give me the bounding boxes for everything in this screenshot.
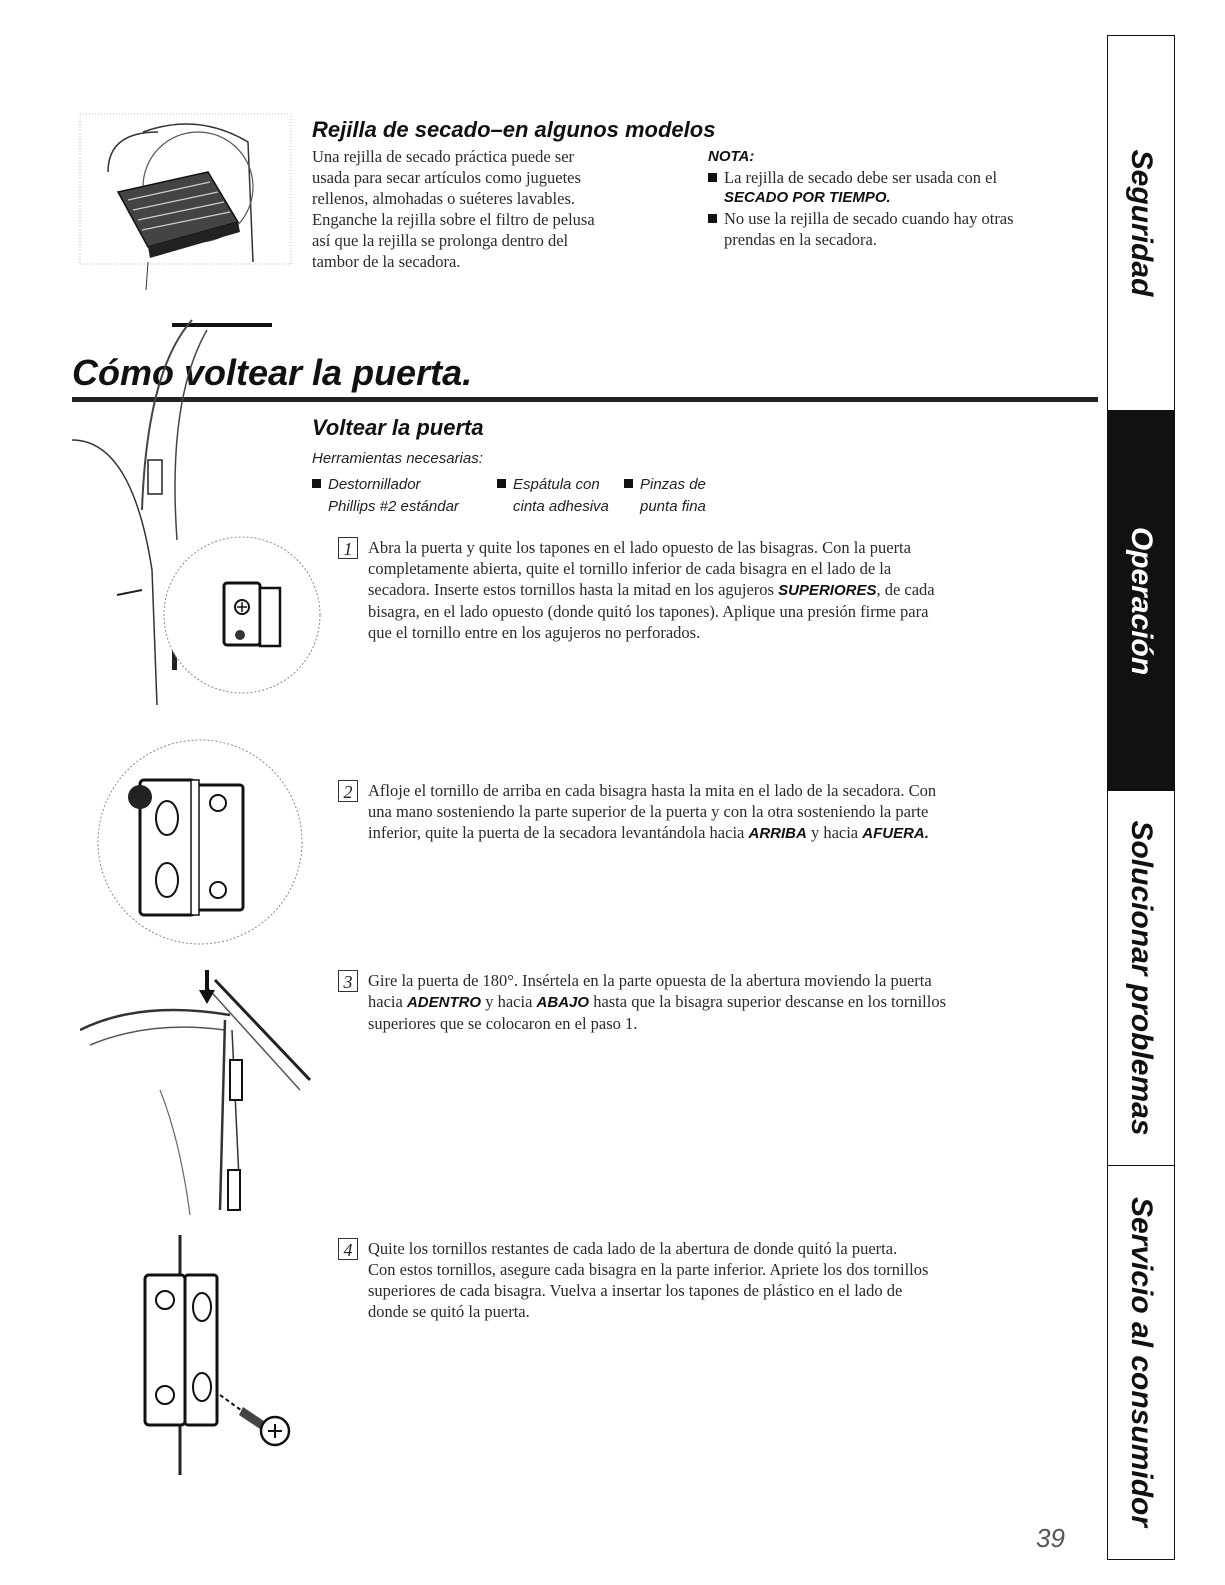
page-title: Cómo voltear la puerta. bbox=[72, 352, 473, 393]
tool-line1: Destornillador bbox=[328, 476, 421, 493]
rack-line: rellenos, almohadas o suéteres lavables. bbox=[312, 189, 575, 208]
step-line: que el tornillo entre en los agujeros no perforados. bbox=[368, 623, 701, 642]
rack-line: usada para secar artículos como juguetes bbox=[312, 168, 581, 187]
step-line: una mano sosteniendo la parte superior de la puerta y con la otra sosteniendo la parte bbox=[368, 802, 929, 821]
step-number: 3 bbox=[338, 970, 358, 992]
tool-item bbox=[312, 474, 502, 518]
section-tabs bbox=[1107, 35, 1175, 1560]
tools-label: Herramientas necesarias: bbox=[312, 450, 483, 467]
rack-line: Una rejilla de secado práctica puede ser bbox=[312, 147, 575, 166]
step-emphasis: SUPERIORES bbox=[778, 582, 877, 599]
step-emphasis: ARRIBA bbox=[748, 825, 807, 842]
step-line: y hacia bbox=[806, 823, 863, 842]
step-line: completamente abierta, quite el tornillo inferior de cada bisagra en el lado de la bbox=[368, 559, 892, 578]
tab-label: Servicio al consumidor bbox=[1125, 1196, 1158, 1528]
drying-rack-illustration bbox=[78, 112, 293, 292]
step-emphasis: ADENTRO bbox=[406, 994, 482, 1011]
tool-line2: punta fina bbox=[640, 498, 706, 515]
tool-line1: Pinzas de bbox=[640, 476, 706, 493]
tab-operacion[interactable] bbox=[1108, 411, 1174, 791]
bullet-icon bbox=[624, 479, 633, 488]
tool-item bbox=[624, 474, 764, 518]
step-line: hasta que la bisagra superior descanse en los tornillos bbox=[589, 992, 947, 1011]
step-emphasis: AFUERA. bbox=[862, 825, 929, 842]
bullet-icon bbox=[497, 479, 506, 488]
rack-title: Rejilla de secado–en algunos modelos bbox=[312, 117, 716, 142]
step-number: 4 bbox=[338, 1238, 358, 1260]
step-number: 2 bbox=[338, 780, 358, 802]
rack-line: Enganche la rejilla sobre el filtro de pelusa bbox=[312, 210, 595, 229]
step-emphasis: ABAJO bbox=[536, 994, 590, 1011]
rack-note bbox=[708, 146, 1098, 250]
step-line: , de cada bbox=[876, 580, 935, 599]
step-line: y hacia bbox=[481, 992, 537, 1011]
door-rehang-illustration bbox=[80, 970, 315, 1220]
tab-label: Seguridad bbox=[1125, 149, 1158, 297]
hinge-screw-illustration bbox=[85, 1235, 315, 1475]
step-4 bbox=[338, 1238, 1078, 1322]
note1-emphasis: SECADO POR TIEMPO. bbox=[724, 189, 891, 206]
step-line: inferior, quite la puerta de la secadora levantándola hacia bbox=[368, 823, 749, 842]
step-line: secadora. Inserte estos tornillos hasta la mitad en los agujeros bbox=[368, 580, 779, 599]
tool-line1: Espátula con bbox=[513, 476, 600, 493]
section-title: Voltear la puerta bbox=[312, 415, 484, 440]
step-line: Abra la puerta y quite los tapones en el lado opuesto de las bisagras. Con la puerta bbox=[368, 538, 911, 557]
step-2 bbox=[338, 780, 1078, 844]
page-number: 39 bbox=[1036, 1523, 1065, 1553]
tab-label: Operación bbox=[1125, 526, 1158, 675]
rack-line: así que la rejilla se prolonga dentro del bbox=[312, 231, 569, 250]
tab-solucionar-problemas[interactable] bbox=[1108, 791, 1174, 1166]
step-1 bbox=[338, 537, 1078, 643]
step-3 bbox=[338, 970, 1078, 1034]
tab-label: Solucionar problemas bbox=[1125, 820, 1158, 1136]
note-item-1 bbox=[708, 167, 1098, 188]
note-label: NOTA: bbox=[708, 148, 755, 165]
note1-text: La rejilla de secado debe ser usada con el bbox=[724, 168, 998, 187]
bullet-icon bbox=[708, 173, 717, 182]
tab-servicio-al-consumidor[interactable] bbox=[1108, 1166, 1174, 1558]
tool-line2: cinta adhesiva bbox=[513, 498, 609, 515]
step-line: Con estos tornillos, asegure cada bisagra en la parte inferior. Apriete los dos tornillos bbox=[368, 1260, 929, 1279]
hinge-closeup-illustration bbox=[95, 735, 305, 950]
door-hinge-illustration-1 bbox=[72, 310, 322, 705]
step-line: Afloje el tornillo de arriba en cada bisagra hasta la mita en el lado de la secadora. Con bbox=[368, 781, 937, 800]
note2-line1: No use la rejilla de secado cuando hay otras bbox=[724, 209, 1014, 228]
note-item-2 bbox=[708, 208, 1098, 229]
tool-item bbox=[497, 474, 637, 518]
step-line: Gire la puerta de 180°. Insértela en la parte opuesta de la abertura moviendo la puerta bbox=[368, 971, 932, 990]
step-line: superiores de cada bisagra. Vuelva a insertar los tapones de plástico en el lado de bbox=[368, 1281, 903, 1300]
note2-line2: prendas en la secadora. bbox=[724, 230, 878, 249]
tab-seguridad[interactable] bbox=[1108, 36, 1174, 411]
step-line: hacia bbox=[368, 992, 407, 1011]
step-line: Quite los tornillos restantes de cada lado de la abertura de donde quitó la puerta. bbox=[368, 1239, 898, 1258]
step-number: 1 bbox=[338, 537, 358, 559]
step-line: bisagra, en el lado opuesto (donde quitó los tapones). Aplique una presión firme para bbox=[368, 602, 929, 621]
step-line: donde se quitó la puerta. bbox=[368, 1302, 530, 1321]
rack-line: tambor de la secadora. bbox=[312, 252, 461, 271]
rack-description bbox=[312, 146, 692, 272]
bullet-icon bbox=[708, 214, 717, 223]
step-line: superiores que se colocaron en el paso 1. bbox=[368, 1014, 638, 1033]
tool-line2: Phillips #2 estándar bbox=[328, 498, 459, 515]
